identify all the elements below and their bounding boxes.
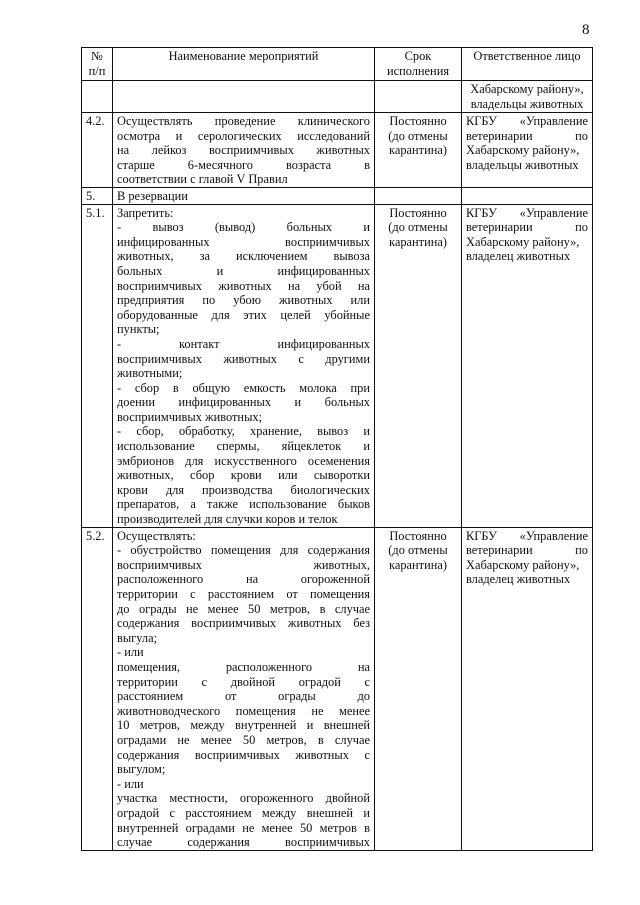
text-line: - или (117, 776, 144, 791)
table-row-5 (82, 187, 593, 204)
text-line: до ограды не менее 50 метров, в случае (117, 601, 370, 616)
term-cell (375, 527, 462, 850)
text-line: расстоянием от ограды до (117, 689, 370, 704)
text-line: животными; (117, 366, 183, 381)
section-title: В резервации (113, 187, 375, 204)
row-number: 5.2. (82, 527, 113, 850)
term-line: Постоянно (389, 205, 447, 220)
text-line: использование спермы, яйцеклеток и (117, 439, 370, 454)
header-responsible: Ответственное лицо (462, 48, 593, 81)
text-line: животных, за исключением вывоза (117, 249, 370, 264)
text-line: выгулом; (117, 762, 166, 777)
text-line: оградой с расстоянием между внешней и (117, 805, 370, 820)
responsible-line: владельцы животных (470, 96, 584, 111)
term-cell (375, 187, 462, 204)
term-line: (до отмены (388, 128, 448, 143)
term-line: (до отмены (388, 220, 448, 235)
text-line: восприимчивых животных; (117, 409, 263, 424)
text-line: Осуществлять: (117, 528, 196, 543)
row-number: 4.2. (82, 113, 113, 188)
term-line: карантина) (389, 557, 447, 572)
text-line: осмотра и серологических исследований (117, 128, 370, 143)
header-term: Срок исполнения (375, 48, 462, 81)
text-line: внутренней оградами не менее 50 метров в (117, 820, 370, 835)
text-line: соответствии с главой V Правил (117, 172, 288, 187)
responsible-line: КГБУ «Управление (466, 205, 588, 220)
text-line: территории с расстоянием от помещения (117, 587, 370, 601)
text-line: - контакт инфицированных (117, 336, 370, 351)
responsible-cell (462, 204, 593, 527)
header-name: Наименование мероприятий (113, 48, 375, 81)
text-line: старше 6-месячного возраста в (117, 157, 370, 172)
responsible-line: Хабарскому району», (466, 234, 580, 249)
row-number: 5.1. (82, 204, 113, 527)
responsible-cell (462, 113, 593, 188)
table-row-5-2 (82, 527, 593, 850)
text-line: на лейкоз восприимчивых животных (117, 143, 370, 158)
text-line: восприимчивых животных на убой на (117, 278, 370, 293)
text-line: содержания восприимчивых животных без (117, 616, 370, 631)
responsible-cell (462, 527, 593, 850)
text-line: животных, сбор крови или сыворотки (117, 468, 370, 483)
row-number: 5. (82, 187, 113, 204)
responsible-line: Хабарскому району», (470, 82, 584, 96)
text-line: оградами не менее 50 метров, в случае (117, 732, 370, 747)
text-line: производителей для случки коров и телок (117, 512, 338, 527)
text-line: восприимчивых животных с другими (117, 351, 370, 366)
text-line: пункты; (117, 322, 160, 337)
term-cell (375, 204, 462, 527)
text-line: Осуществлять проведение клинического (117, 114, 370, 128)
table-row-5-1 (82, 204, 593, 527)
cont-responsible-cell (462, 81, 593, 113)
responsible-line: владелец животных (466, 249, 571, 264)
responsible-line: ветеринарии по (466, 128, 588, 143)
term-line: Постоянно (389, 114, 447, 128)
text-line: доении инфицированных и больных (117, 395, 370, 410)
text-line: расположенного на огороженной (117, 572, 370, 587)
page-number: 8 (582, 22, 590, 38)
text-line: животноводческого помещения не менее (117, 703, 370, 718)
cont-text-cell (113, 81, 375, 113)
term-line: карантина) (389, 143, 447, 158)
responsible-line: КГБУ «Управление (466, 528, 588, 543)
measure-text (113, 113, 375, 188)
responsible-line: владелец животных (466, 572, 571, 587)
measures-table (81, 47, 593, 851)
responsible-line: КГБУ «Управление (466, 114, 588, 128)
text-line: выгула; (117, 630, 158, 645)
term-line: Постоянно (389, 528, 447, 543)
text-line: эмбрионов для искусственного осеменения (117, 453, 370, 468)
responsible-cell (462, 187, 593, 204)
text-line: инфицированных восприимчивых (117, 234, 370, 249)
text-line: территории с двойной оградой с (117, 674, 370, 689)
cont-num-cell (82, 81, 113, 113)
text-line: восприимчивых животных, (117, 557, 370, 572)
responsible-line: ветеринарии по (466, 543, 588, 558)
term-line: (до отмены (388, 543, 448, 558)
text-line: содержания восприимчивых животных с (117, 747, 370, 762)
text-line: - обустройство помещения для содержания (117, 543, 370, 558)
text-line: помещения, расположенного на (117, 659, 370, 674)
text-line: оборудованные для этих целей убойные (117, 307, 370, 322)
text-line: - вывоз (вывод) больных и (117, 220, 370, 235)
text-line: больных и инфицированных (117, 263, 370, 278)
text-line: - или (117, 645, 144, 660)
table-header-row (82, 48, 593, 81)
responsible-line: Хабарскому району», (466, 143, 580, 158)
text-line: участка местности, огороженного двойной (117, 791, 370, 806)
cont-term-cell (375, 81, 462, 113)
measure-text (113, 527, 375, 850)
term-cell (375, 113, 462, 188)
responsible-line: владельцы животных (466, 157, 579, 172)
term-line: карантина) (389, 234, 447, 249)
measure-text (113, 204, 375, 527)
text-line: крови для производства биологических (117, 482, 370, 497)
text-line: Запретить: (117, 205, 174, 220)
responsible-line: ветеринарии по (466, 220, 588, 235)
table-row-4-2 (82, 113, 593, 188)
text-line: - сбор, обработку, хранение, вывоз и (117, 424, 370, 439)
text-line: препаратов, а также использование быков (117, 497, 370, 512)
text-line: 10 метров, между внутренней и внешней (117, 718, 370, 733)
text-line: предприятия по убою животных или (117, 293, 370, 308)
responsible-line: Хабарскому району», (466, 557, 580, 572)
text-line: случае содержания восприимчивых (117, 835, 370, 850)
table-row-continued (82, 81, 593, 113)
header-num: № п/п (82, 48, 113, 81)
text-line: - сбор в общую емкость молока при (117, 380, 370, 395)
